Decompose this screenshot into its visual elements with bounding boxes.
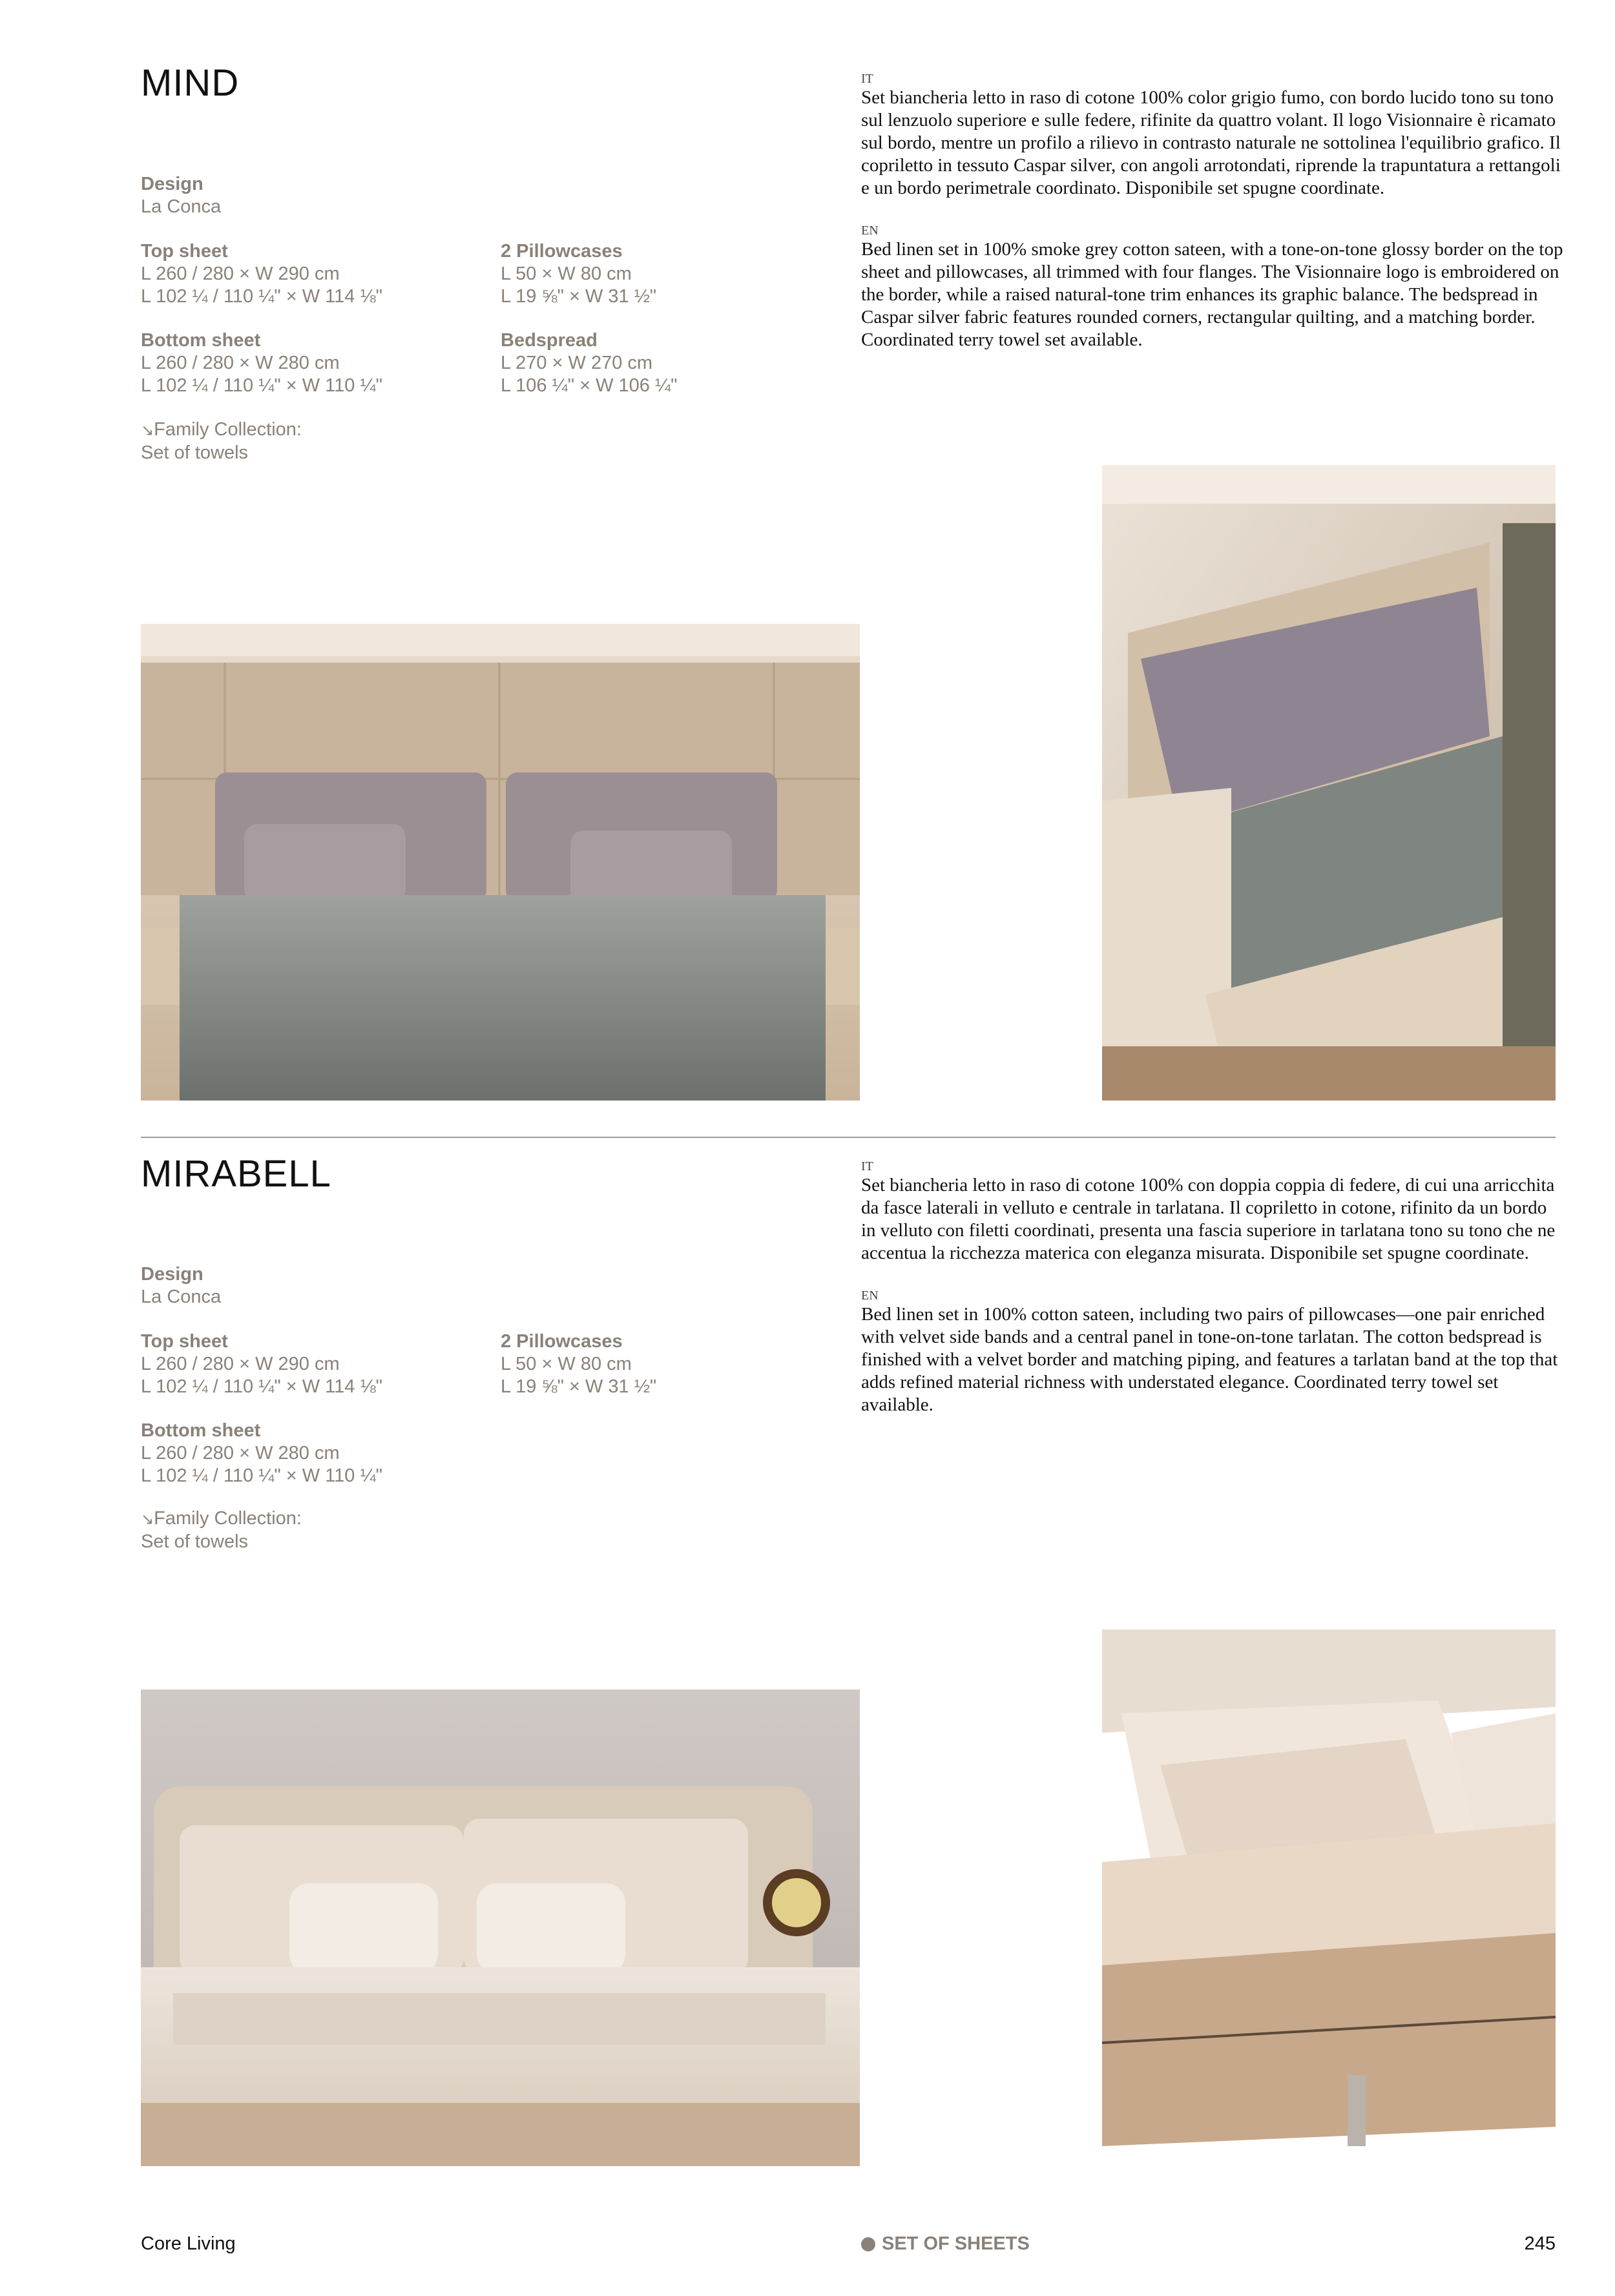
description-en: Bed linen set in 100% smoke grey cotton sateen, with a tone-on-tone glossy border on the top sheet and pillowcases, all trimmed with four flanges. The Visionnaire logo is embroidered on the border, while a raised natural-tone trim enhances its graphic balance. The bedspread in Caspar silver fabric features rounded corners, rectangular quilting, and a matching border. Coordinated terry towel set available. [861, 239, 1563, 350]
design-label: Design [141, 174, 203, 194]
design-block [141, 1263, 221, 1308]
pillowcases-block [501, 1330, 656, 1398]
design-value: La Conca [141, 196, 222, 217]
bed-illustration [141, 1690, 860, 2166]
page-number: 245 [1524, 2233, 1556, 2254]
top-sheet-cm: L 260 / 280 × W 290 cm [141, 1354, 340, 1374]
arrow-down-right-icon: ↘ [141, 1510, 154, 1528]
bottom-sheet-in: L 102 ¼ / 110 ¼" × W 110 ¼" [141, 1465, 382, 1486]
design-block [141, 173, 221, 218]
bedspread-label: Bedspread [501, 330, 598, 351]
pillowcases-cm: L 50 × W 80 cm [501, 1354, 632, 1374]
bedspread-cm: L 270 × W 270 cm [501, 353, 653, 373]
lang-label-en: EN [861, 223, 879, 238]
pillowcases-label: 2 Pillowcases [501, 241, 623, 262]
pillowcases-in: L 19 ⅝" × W 31 ½" [501, 1376, 657, 1397]
bottom-sheet-label: Bottom sheet [141, 1420, 261, 1441]
family-collection-link[interactable] [141, 419, 302, 464]
circle-icon [861, 2237, 875, 2251]
top-sheet-label: Top sheet [141, 241, 228, 262]
lang-label-en: EN [861, 1288, 879, 1303]
top-sheet-cm: L 260 / 280 × W 290 cm [141, 264, 340, 284]
top-sheet-block [141, 240, 382, 308]
family-value: Set of towels [141, 1531, 249, 1552]
description-en: Bed linen set in 100% cotton sateen, including two pairs of pillowcases—one pair enriched with velvet side bands and a central panel in tone-on-tone tarlatan. The cotton bedspread is finished with a velvet border and matching piping, and features a tarlatan band at the top that adds refined material richness with understated elegance. Coordinated terry towel set available. [861, 1304, 1558, 1415]
bottom-sheet-cm: L 260 / 280 × W 280 cm [141, 353, 340, 373]
photo-mirabell-side [1102, 1629, 1556, 2166]
bedspread-block [501, 329, 677, 397]
design-label: Design [141, 1264, 203, 1285]
pillowcases-cm: L 50 × W 80 cm [501, 264, 632, 284]
bed-side-illustration [1102, 465, 1556, 1101]
bottom-sheet-cm: L 260 / 280 × W 280 cm [141, 1443, 340, 1463]
description-it: Set biancheria letto in raso di cotone 100% color grigio fumo, con bordo lucido tono su tono sul lenzuolo superiore e sulle federe, rifinite da quattro volant. Il logo Visionnaire è ricamato sul bordo, mentre un profilo a rilievo in contrasto naturale ne sottolinea l'equilibrio grafico. Il copriletto in tessuto Caspar silver, con angoli arrotondati, riprende la trapuntatura a rettangoli e un bordo perimetrale coordinato. Disponibile set spugne coordinate. [861, 87, 1561, 198]
description-it: Set biancheria letto in raso di cotone 100% con doppia coppia di federe, di cui una arricchita da fasce laterali in velluto e centrale in tarlatana. Il copriletto in cotone, rifinito da un bordo in velluto con filetti coordinati, presenta una fascia superiore in tarlatana tono su tono che ne accentua la ricchezza materica con eleganza misurata. Disponibile set spugne coordinate. [861, 1175, 1556, 1263]
pillowcases-in: L 19 ⅝" × W 31 ½" [501, 286, 657, 307]
bottom-sheet-in: L 102 ¼ / 110 ¼" × W 110 ¼" [141, 375, 382, 396]
lang-label-it: IT [861, 1159, 873, 1174]
photo-mind-front [141, 624, 860, 1101]
top-sheet-in: L 102 ¼ / 110 ¼" × W 114 ⅛" [141, 286, 382, 307]
bed-illustration [141, 624, 860, 1101]
footer-catalog-name: Core Living [141, 2233, 236, 2254]
arrow-down-right-icon: ↘ [141, 421, 154, 439]
section-title-mirabell: MIRABELL [141, 1153, 331, 1195]
photo-mirabell-front [141, 1690, 860, 2166]
footer-section [861, 2233, 1030, 2255]
footer-section-label: SET OF SHEETS [882, 2233, 1030, 2254]
bedspread-in: L 106 ¼" × W 106 ¼" [501, 375, 678, 396]
family-label: Family Collection: [154, 419, 302, 440]
family-label: Family Collection: [154, 1508, 302, 1529]
photo-mind-side [1102, 465, 1556, 1101]
description-mind [861, 71, 1565, 351]
top-sheet-block [141, 1330, 382, 1398]
design-value: La Conca [141, 1287, 222, 1307]
lang-label-it: IT [861, 72, 873, 86]
pillowcases-label: 2 Pillowcases [501, 1331, 623, 1352]
top-sheet-label: Top sheet [141, 1331, 228, 1352]
bottom-sheet-block [141, 1420, 382, 1487]
section-title-mind: MIND [141, 62, 240, 104]
section-divider [141, 1137, 1556, 1138]
description-mirabell [861, 1159, 1565, 1416]
family-collection-link[interactable] [141, 1507, 302, 1553]
top-sheet-in: L 102 ¼ / 110 ¼" × W 114 ⅛" [141, 1376, 382, 1397]
family-value: Set of towels [141, 442, 249, 463]
pillowcases-block [501, 240, 656, 308]
bottom-sheet-block [141, 329, 382, 397]
bottom-sheet-label: Bottom sheet [141, 330, 261, 351]
bed-side-illustration [1102, 1629, 1556, 2166]
